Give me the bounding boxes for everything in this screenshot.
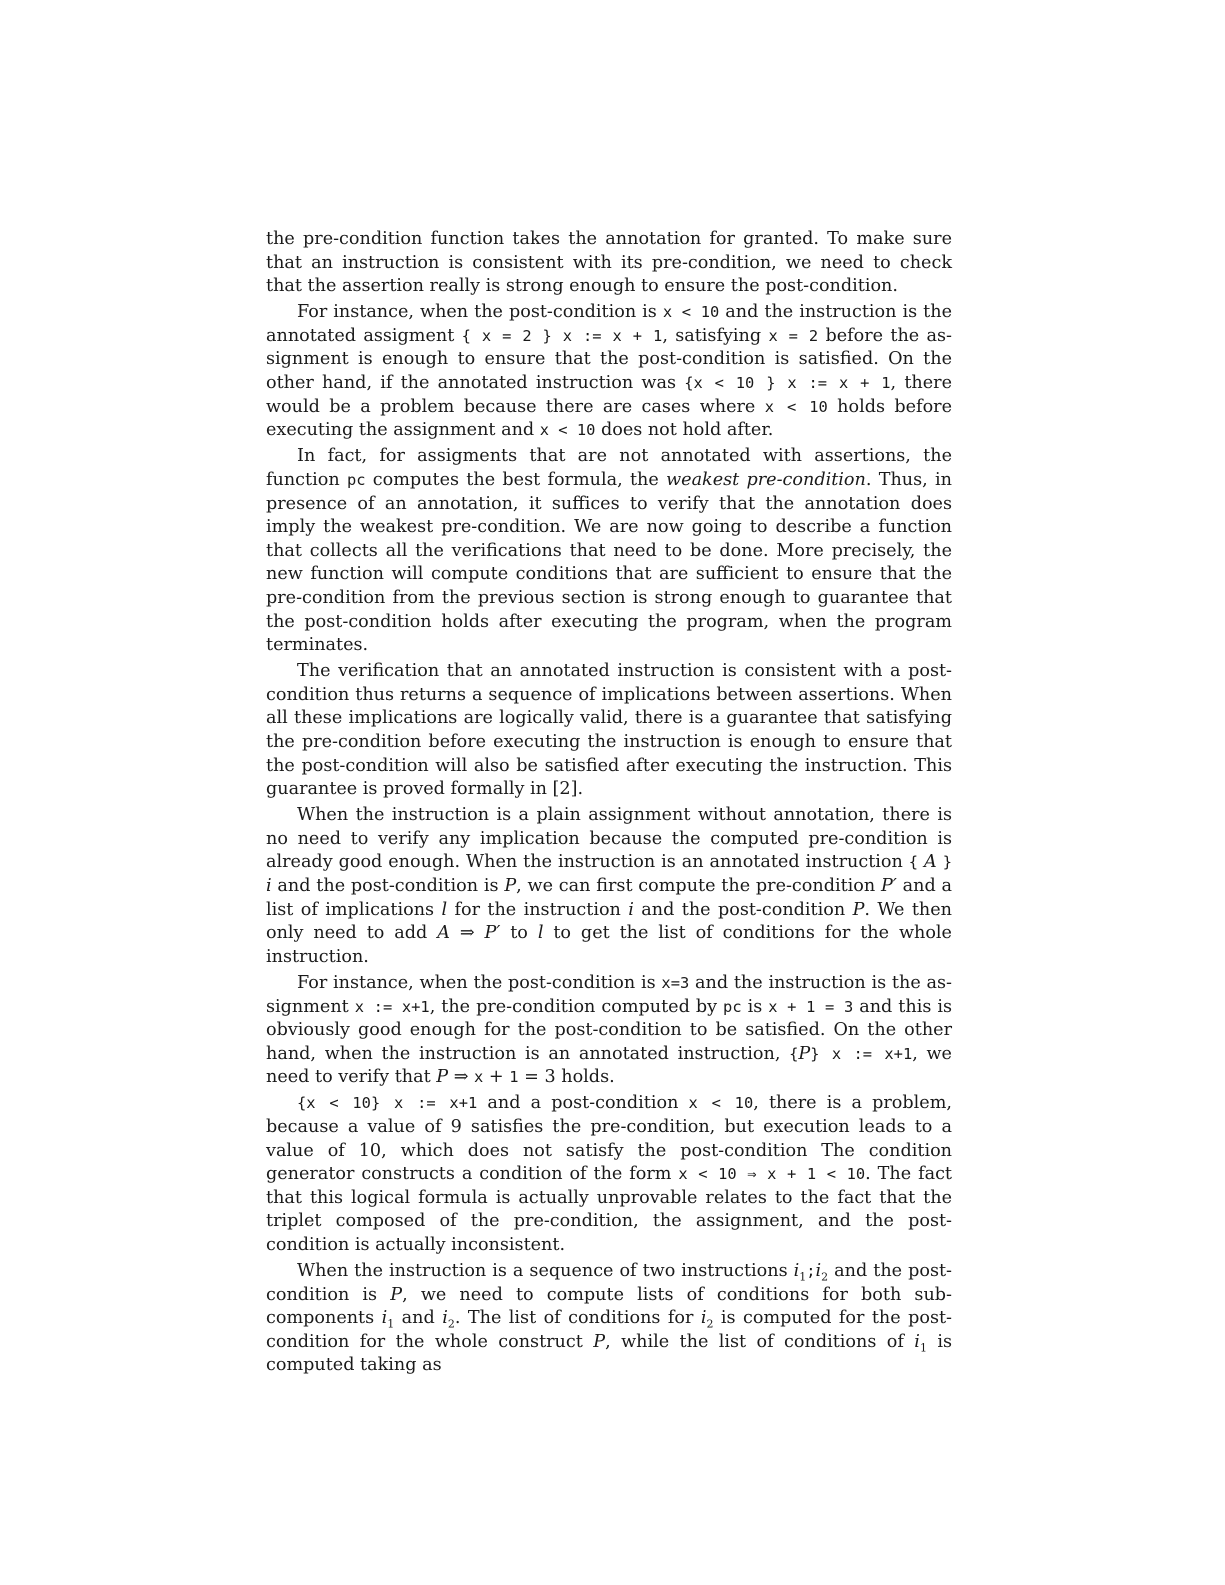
- code-inline: 1: [509, 1068, 519, 1087]
- text: = 3 holds.: [518, 1067, 615, 1088]
- text: and: [394, 1308, 443, 1329]
- subscript: 1: [799, 1270, 807, 1284]
- text: , the pre-condition computed by: [429, 996, 724, 1017]
- text: computes the best formula, the: [365, 469, 667, 490]
- code-inline: x: [474, 1068, 484, 1087]
- text: . Thus, in presence of an annotation, it suffices to verify that the annotation does imply the weakest pre-condition. We are now going to describe a function that collects all the verifications that need to be done. More precisely, the new function will compute conditions that are sufficient to ensure that the pre-condition from the previous section is strong enough to guarantee that the post-condition holds after executing the program, when the program terminates.: [266, 469, 952, 656]
- code-inline: }: [942, 853, 953, 872]
- text: is computed taking as: [266, 1331, 953, 1376]
- math: P: [798, 1043, 811, 1064]
- math: i: [815, 1261, 822, 1282]
- math: l: [441, 899, 448, 920]
- code-inline: x < 10: [662, 303, 720, 322]
- code-inline: x := x+1: [354, 997, 430, 1016]
- text: and the instruction is the assignment: [266, 972, 952, 1017]
- paper-body: [266, 228, 952, 1381]
- math: A ⇒ P′: [437, 923, 501, 944]
- text: For instance, when the post-condition is: [297, 302, 663, 323]
- paragraph-4: [266, 660, 952, 802]
- code-inline: {: [789, 1044, 799, 1063]
- text: , satisfying: [662, 325, 769, 346]
- code-inline: pc: [723, 997, 742, 1016]
- code-inline: {x < 10} x := x+1: [297, 1094, 478, 1113]
- text: is computed for the post-condition for the whole construct: [266, 1308, 952, 1352]
- code-inline: x < 10: [539, 421, 596, 440]
- math: i: [793, 1261, 800, 1282]
- paragraph-8: [266, 1260, 952, 1378]
- paragraph-1: [266, 228, 952, 299]
- text: and a list of implications: [266, 876, 953, 920]
- text: , we can first compute the pre-condition: [516, 876, 882, 897]
- math: i: [628, 899, 634, 920]
- text: does not hold after.: [595, 420, 774, 441]
- code-inline: { x = 2 } x := x + 1: [461, 326, 663, 345]
- text: When the instruction is a sequence of two instructions: [297, 1261, 794, 1282]
- code-inline: x + 1 = 3: [768, 997, 854, 1016]
- text: is: [741, 996, 769, 1017]
- subscript: 2: [821, 1270, 829, 1284]
- text: and a post-condition: [477, 1093, 689, 1114]
- text: , there is a problem, because a value of 9 satisfies the pre-condition, but execution leads to a value of 10, which does not satisfy the post-condition The condition generator constructs a condition of the form: [266, 1093, 952, 1185]
- math: i: [700, 1308, 707, 1329]
- math: P: [504, 876, 517, 897]
- emphasis: weakest pre-condition: [666, 469, 866, 490]
- text: , we need to verify that: [266, 1043, 952, 1088]
- math: P: [593, 1331, 606, 1352]
- math: i: [442, 1308, 448, 1329]
- code-inline: x < 10: [764, 397, 828, 416]
- text: +: [483, 1067, 510, 1088]
- text: The verification that an annotated instruction is consistent with a post-condition thus returns a sequence of implications between assertions. When all these implications are logically valid, there is a guarantee that satisfying the pre-condition before executing the instruction is enough to ensure that the post-condition will also be satisfied after executing the instruction. This guarantee is proved formally in [2].: [266, 661, 952, 800]
- math: P: [390, 1284, 403, 1305]
- subscript: 1: [387, 1317, 395, 1331]
- text: and the post-condition is: [271, 876, 505, 897]
- math: A: [924, 852, 937, 873]
- math: i: [381, 1308, 388, 1329]
- text: . The list of conditions for: [454, 1308, 701, 1329]
- paragraph-7: [266, 1092, 952, 1257]
- code-inline: x < 10 ⇒ x + 1 < 10: [678, 1165, 866, 1184]
- text: and the post-condition is: [266, 1261, 952, 1305]
- text: , there would be a problem because there are cases where: [266, 373, 952, 417]
- math: i: [914, 1331, 920, 1352]
- text: In fact, for assigments that are not annotated with assertions, the function: [266, 446, 952, 490]
- math: l: [537, 923, 544, 944]
- text: ⇒: [448, 1067, 475, 1088]
- math: P: [852, 899, 865, 920]
- text: and the post-condition: [633, 899, 853, 920]
- text: When the instruction is a plain assignment without annotation, there is no need to verify any implication because the computed pre-condition is already good enough. When the instruction is an annotated instruction: [266, 805, 952, 873]
- code-inline: {x < 10 } x := x + 1: [684, 374, 891, 393]
- code-inline: pc: [346, 470, 366, 489]
- code-inline: {: [908, 853, 919, 872]
- code-inline: x = 2: [768, 326, 819, 345]
- paragraph-6: [266, 972, 952, 1090]
- code-inline: x=3: [661, 973, 690, 992]
- subscript: 1: [919, 1341, 927, 1355]
- text: , while the list of conditions of: [605, 1331, 915, 1352]
- text: . We then only need to add: [266, 899, 952, 944]
- math: i: [266, 876, 272, 897]
- paragraph-3: [266, 445, 952, 657]
- code-inline: x < 10: [688, 1094, 754, 1113]
- paragraph-2: [266, 301, 952, 443]
- subscript: 2: [706, 1317, 714, 1331]
- text: , we need to compute lists of conditions for both sub-components: [266, 1284, 952, 1329]
- code-inline: ;: [806, 1262, 816, 1281]
- text: before the assignment is enough to ensure that the post-condition is satisfied. On the other hand, if the annotated instruction was: [266, 325, 952, 394]
- subscript: 2: [447, 1317, 455, 1331]
- math: P′: [881, 876, 897, 897]
- text: and this is obviously good enough for the post-condition to be satisfied. On the other hand, when the instruction is an annotated instruction,: [266, 996, 953, 1064]
- text: and the instruction is the annotated assigment: [266, 302, 952, 346]
- code-inline: } x := x+1: [810, 1044, 913, 1063]
- text: to get the list of conditions for the whole instruction.: [266, 923, 952, 967]
- text: For instance, when the post-condition is: [297, 972, 662, 993]
- text: the pre-condition function takes the annotation for granted. To make sure that an instruction is consistent with its pre-condition, we need to check that the assertion really is strong enough to ensure the post-condition.: [266, 229, 952, 297]
- math: P: [436, 1067, 449, 1088]
- paragraph-5: [266, 804, 952, 969]
- text: holds before executing the assignment and: [266, 396, 952, 441]
- text: for the instruction: [447, 899, 629, 920]
- text: to: [500, 923, 538, 944]
- text: . The fact that this logical formula is actually unprovable relates to the fact that the triplet composed of the pre-condition, the assignment, and the post-condition is actually inconsistent.: [266, 1164, 952, 1255]
